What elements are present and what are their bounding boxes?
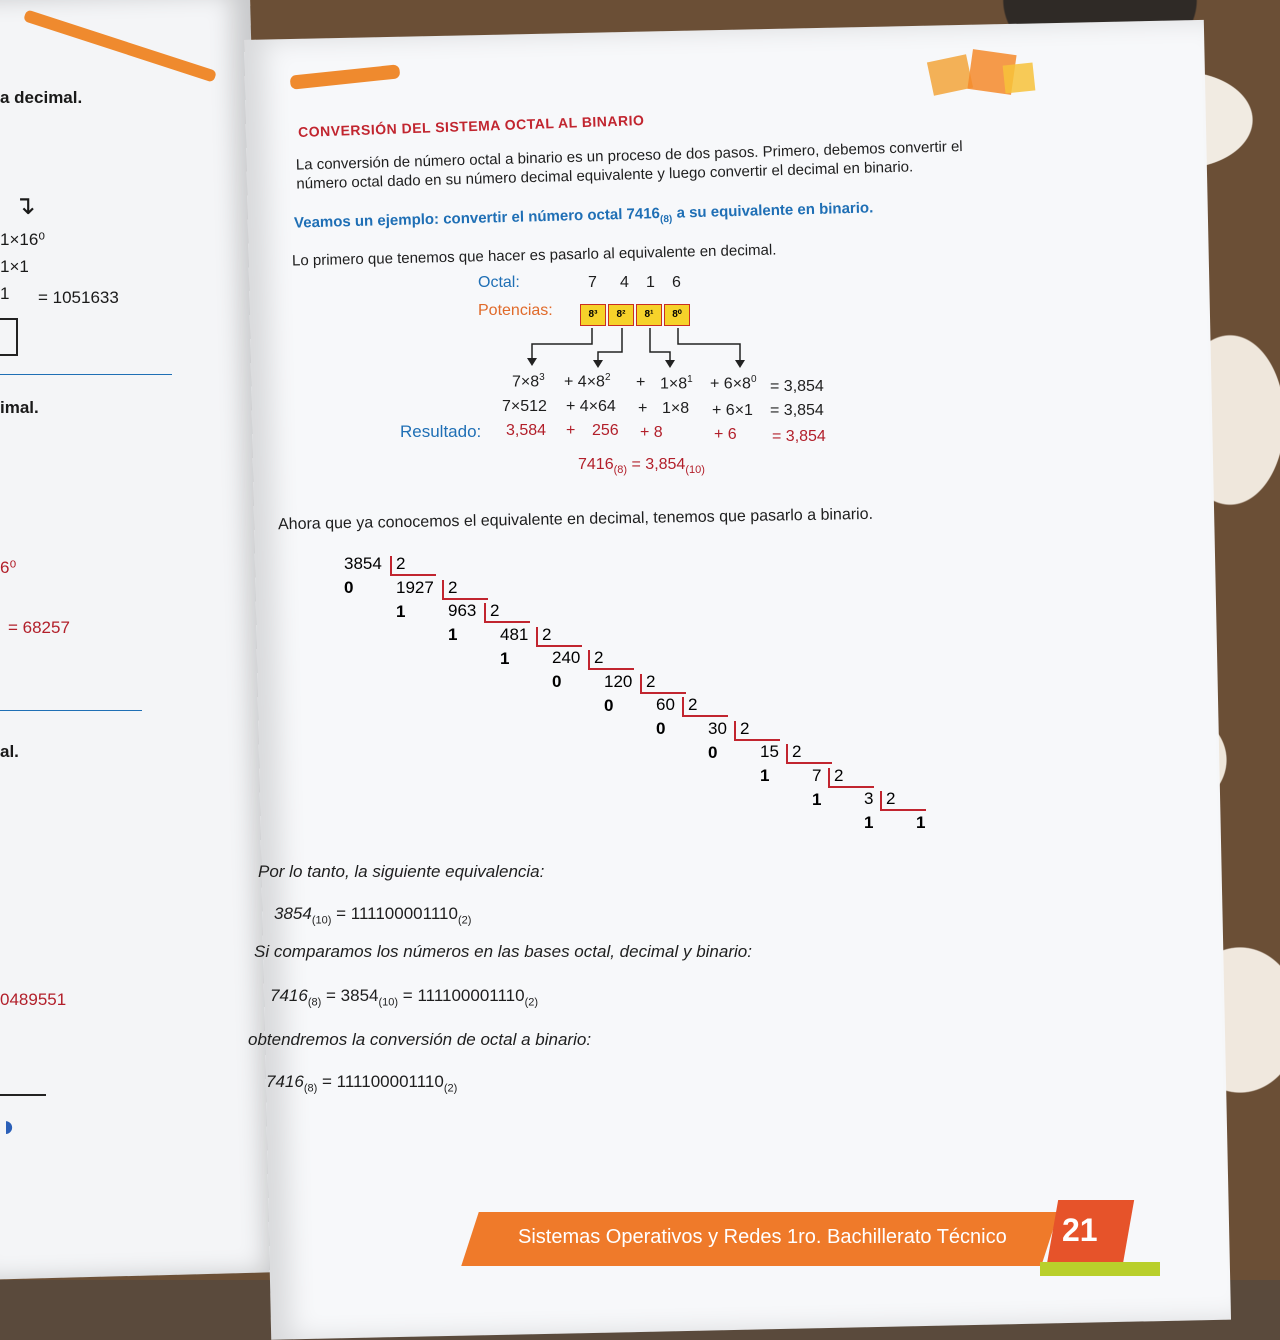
- octal-digit-2: 1: [646, 274, 655, 291]
- footer-text: Sistemas Operativos y Redes 1ro. Bachillerato Técnico: [518, 1226, 1007, 1248]
- step2-text: Ahora que ya conocemos el equivalente en decimal, tenemos que pasarlo a binario.: [277, 505, 874, 534]
- exp-r1-d: $1\times 8^1$: [660, 374, 693, 393]
- remainder-5: 0: [604, 695, 614, 715]
- left-line-10: 0489551: [0, 990, 67, 1009]
- octal-digit-1: 4: [620, 274, 629, 291]
- remainder-9: 1: [812, 789, 822, 809]
- divisor-1: 2: [448, 577, 458, 597]
- remainder-11: 1: [916, 813, 926, 832]
- exp-r2-d: 1×8: [662, 400, 690, 417]
- exp-r2-f: = 3,854: [770, 402, 824, 419]
- exp-r3-f: = 3,854: [772, 428, 826, 445]
- dividend-10: 3: [864, 789, 874, 808]
- left-line-7: 6⁰: [0, 558, 17, 577]
- dividend-1: 1927: [396, 577, 434, 597]
- example-tail: a su equivalente en binario.: [676, 199, 874, 222]
- power-box-3: 8⁰: [664, 304, 690, 326]
- divisor-9: 2: [834, 765, 844, 785]
- footer-green-strip: [1040, 1262, 1160, 1276]
- exp-r3-d: + 8: [640, 424, 663, 441]
- dividend-0: 3854: [344, 554, 382, 573]
- decimal-summary: $7416_{(8)} = 3,854_{(10)}$: [578, 456, 705, 477]
- divisor-8: 2: [792, 742, 802, 761]
- equation-3: $7416_{(8)} = 111100001110_{(2)}$: [266, 1072, 458, 1095]
- exp-r1-b: + $4\times 8^2$: [564, 372, 611, 391]
- powers-boxes: [580, 304, 692, 326]
- exp-r2-c: +: [638, 400, 648, 417]
- left-box: [0, 318, 18, 356]
- exp-r3-a: 3,584: [506, 422, 547, 439]
- power-box-1: 8²: [608, 304, 634, 326]
- remainder-10: 1: [864, 813, 874, 832]
- section-title: CONVERSIÓN DEL SISTEMA OCTAL AL BINARIO: [297, 111, 645, 141]
- down-arrow-icon: ↴: [14, 190, 36, 220]
- octal-digit-3: 6: [672, 274, 681, 291]
- exp-r1-f: = 3,854: [770, 378, 824, 395]
- left-line-5: = 1051633: [38, 288, 119, 307]
- dividend-2: 963: [448, 601, 477, 620]
- left-line-8: = 68257: [8, 618, 70, 637]
- top-right-decoration: [920, 50, 1040, 100]
- remainder-3: 1: [500, 648, 510, 668]
- dividend-9: 7: [812, 765, 822, 785]
- octal-digit-0: 7: [588, 274, 597, 291]
- equation-1: $3854_{(10)} = 111100001110_{(2)}$: [274, 904, 472, 927]
- remainder-7: 0: [708, 742, 718, 762]
- exp-r2-a: 7×512: [502, 398, 547, 415]
- left-line-3: 1×1: [0, 257, 29, 276]
- left-line-1: a decimal.: [0, 88, 83, 107]
- conclusion-1: Por lo tanto, la siguiente equivalencia:: [258, 862, 545, 881]
- divisor-6: 2: [688, 695, 698, 714]
- dividend-8: 15: [760, 742, 779, 761]
- dividend-3: 481: [500, 624, 529, 644]
- exp-r3-e: + 6: [714, 426, 737, 443]
- left-line-4: 1: [0, 284, 10, 303]
- exp-r1-e: + $6\times 8^0$: [710, 374, 757, 393]
- dividend-5: 120: [604, 671, 633, 691]
- dividend-6: 60: [656, 695, 675, 714]
- left-line-6: imal.: [0, 398, 39, 417]
- remainder-8: 1: [760, 766, 770, 785]
- step1-text: Lo primero que tenemos que hacer es pasarlo al equivalente en decimal.: [291, 241, 777, 270]
- exp-r3-b: +: [566, 422, 576, 439]
- intro-paragraph: La conversión de número octal a binario es un proceso de dos pasos. Primero, debemos convertir el número octal dado en su número decimal equivalente y luego convertir el decimal en binario.: [295, 138, 963, 193]
- left-divider-3: [0, 1094, 46, 1096]
- conclusion-2: Si comparamos los números en las bases octal, decimal y binario:: [254, 942, 752, 961]
- example-sub: (8): [659, 213, 673, 226]
- remainder-2: 1: [448, 625, 458, 644]
- left-divider-1: [0, 374, 172, 375]
- left-line-2: 1×16⁰: [0, 230, 46, 249]
- dividend-7: 30: [708, 718, 727, 738]
- divisor-0: 2: [396, 554, 406, 573]
- power-box-0: 8³: [580, 304, 606, 326]
- page-number: 21: [1062, 1212, 1098, 1248]
- divisor-5: 2: [646, 671, 656, 691]
- octal-label: Octal:: [478, 274, 520, 291]
- equation-2: $7416_{(8)} = 3854_{(10)} = 111100001110_{(2)}$: [270, 986, 539, 1009]
- dividend-4: 240: [552, 648, 581, 667]
- remainder-6: 0: [656, 719, 666, 738]
- divisor-7: 2: [740, 718, 750, 738]
- exp-r1-a: $7\times 8^3$: [512, 372, 545, 391]
- example-lead: Veamos un ejemplo: convertir el número octal 7416: [293, 205, 661, 232]
- exp-r1-c: +: [636, 374, 646, 391]
- left-line-9: al.: [0, 742, 19, 761]
- divisor-10: 2: [886, 789, 896, 808]
- left-divider-2: [0, 710, 142, 711]
- exp-r3-c: 256: [592, 422, 619, 439]
- powers-label: Potencias:: [478, 302, 553, 319]
- power-box-2: 8¹: [636, 304, 662, 326]
- divisor-2: 2: [490, 601, 500, 620]
- left-logo-fragment: ◗: [0, 1110, 19, 1143]
- result-label: Resultado:: [400, 422, 482, 441]
- power-arrows: [520, 326, 760, 370]
- remainder-0: 0: [344, 578, 354, 597]
- divisor-3: 2: [542, 624, 552, 644]
- conclusion-3: obtendremos la conversión de octal a binario:: [248, 1030, 592, 1049]
- remainder-4: 0: [552, 672, 562, 691]
- divisor-4: 2: [594, 648, 604, 667]
- remainder-1: 1: [396, 601, 406, 621]
- exp-r2-e: + 6×1: [712, 402, 753, 419]
- left-page: [0, 0, 283, 1280]
- exp-r2-b: + 4×64: [566, 398, 616, 415]
